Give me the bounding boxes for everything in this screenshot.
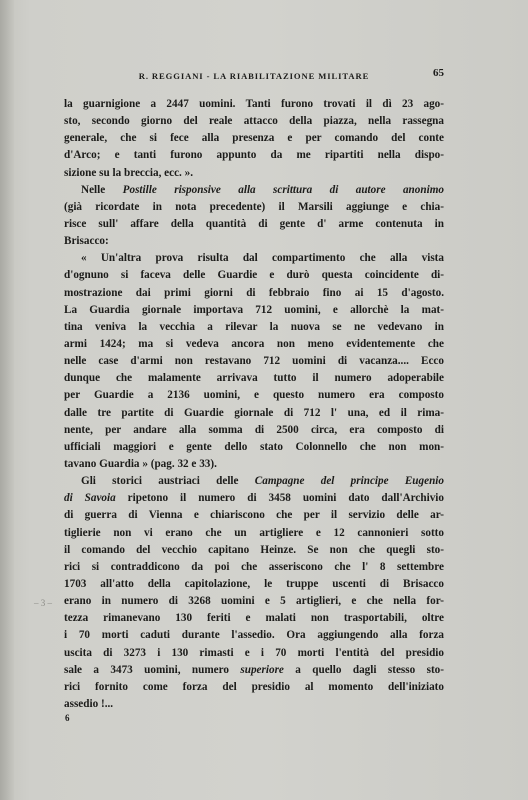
italic-word: superiore — [240, 663, 284, 676]
text-line: i 70 morti caduti durante l'assedio. Ora aggiungendo alla forza — [64, 629, 444, 642]
text-fragment: sale a 3473 uomini, numero — [64, 663, 241, 676]
italic-title: Campagne del principe Eugenio — [254, 475, 444, 488]
margin-mark: – 3 – — [34, 598, 52, 608]
text-line: tavano Guardia » (pag. 32 e 33). — [64, 457, 217, 470]
text-fragment: Gli storici austriaci delle — [81, 475, 255, 488]
text-line: Brisacco: — [64, 235, 109, 248]
text-line: sizione su la breccia, ecc. ». — [64, 166, 194, 179]
text-line: ufficiali maggiori e gente dello stato Colonnello che non mon- — [64, 440, 444, 453]
text-line: La Guardia giornale importava 712 uomini, e allorchè la mat- — [64, 303, 444, 316]
text-line: tezza rimanevano 130 feriti e malati non trasportabili, oltre — [64, 612, 444, 625]
text-fragment: ripetono il numero di 3458 uomini dato dall'Archivio — [115, 492, 445, 505]
page-gutter-shadow — [0, 0, 14, 800]
text-line: « Un'altra prova risulta dal compartimento che alla vista — [81, 252, 444, 265]
text-line: armi 1424; ma si vedeva ancora non meno evidentemente che — [64, 337, 444, 350]
text-line: dalle tre partite di Guardie giornale di 712 l' una, ed il rima- — [64, 406, 444, 419]
text-line: tina veniva la vecchia a rilevar la nuova se ne vedevano in — [64, 320, 444, 333]
signature-mark: 6 — [65, 713, 70, 723]
text-line: risce sull' affare della quantità di gente d' arme contenuta in — [64, 217, 444, 230]
text-line: rici fornito come forza del presidio al momento dell'iniziato — [64, 680, 444, 693]
text-line: d'Arco; e tanti furono appunto da me ripartiti nella dispo- — [64, 149, 444, 162]
running-head: R. REGGIANI - LA RIABILITAZIONE MILITARE — [138, 71, 370, 81]
text-line: erano in numero di 3268 uomini e 5 artiglieri, e che nella for- — [64, 595, 444, 608]
text-line-superiore — [64, 662, 444, 679]
text-line: di guerra di Vienna e chiariscono che per il servizio delle ar- — [64, 509, 444, 522]
body-text — [64, 96, 444, 713]
page-number: 65 — [433, 67, 444, 79]
text-line: il comando del vecchio capitano Heinze. Se non che quegli sto- — [64, 543, 444, 556]
text-fragment: Nelle — [81, 183, 123, 196]
text-line: nelle case d'armi non restavano 712 uomini di vacanza.... Ecco — [64, 355, 444, 368]
text-line: mostrazione dai primi giorni di febbraio fino ai 15 d'agosto. — [64, 286, 444, 299]
text-line: tiglierie non vi erano che un artigliere e 12 cannonieri sotto — [64, 526, 444, 539]
text-line: nente, per andare alla somma di 2500 circa, era composto di — [64, 423, 444, 436]
text-line: dunque che malamente arrivava tutto il numero adoperabile — [64, 372, 444, 385]
text-line: assedio !... — [64, 697, 114, 710]
text-line: 1703 all'atto della capitolazione, le truppe uscenti di Brisacco — [64, 577, 444, 590]
text-line: uscita di 3273 i 130 rimasti e i 70 morti l'entità del presidio — [64, 646, 444, 659]
text-line: per Guardie a 2136 uomini, e questo numero era composto — [64, 389, 444, 402]
text-line: la guarnigione a 2447 uomini. Tanti furono trovati il dì 23 ago- — [64, 98, 444, 110]
text-line-campagne — [64, 473, 444, 490]
text-line-postille — [64, 182, 444, 199]
text-line: rici si contraddicono da poi che asseriscono che l' 8 settembre — [64, 560, 444, 573]
text-line: generale, che si fece alla presenza e per comando del conte — [64, 132, 444, 145]
italic-title: di Savoia — [64, 492, 116, 505]
text-line: sto, secondo giorno del reale attacco della piazza, nella rassegna — [64, 115, 444, 128]
text-fragment: a quello dagli stesso sto- — [283, 663, 444, 676]
text-line-savoia — [64, 490, 444, 507]
italic-title: Postille risponsive alla scrittura di autore anonimo — [122, 183, 444, 196]
text-line: (già ricordate in nota precedente) il Marsili aggiunge e chia- — [64, 200, 444, 213]
text-line: d'ognuno si faceva delle Guardie e durò questa coincidente di- — [64, 269, 444, 282]
